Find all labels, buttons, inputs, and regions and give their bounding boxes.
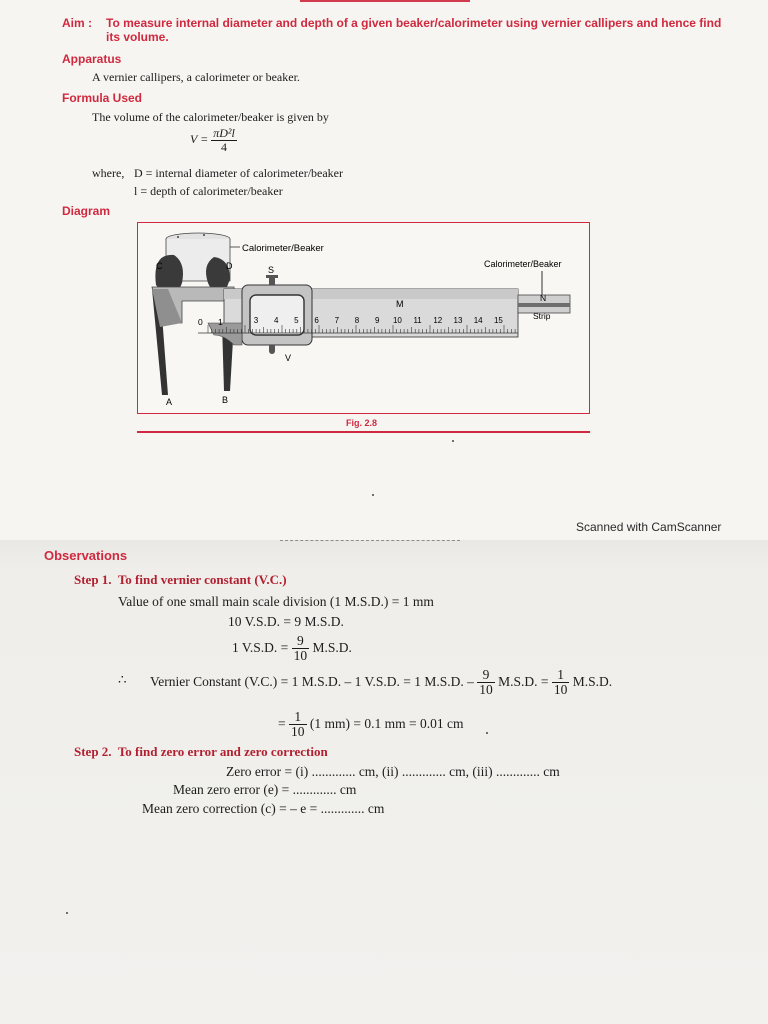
step2-heading	[74, 744, 328, 760]
one-vsd-suffix: M.S.D.	[312, 639, 352, 655]
step1-title: To find vernier constant (V.C.)	[117, 572, 287, 587]
speck	[452, 440, 454, 442]
scanned-page-lower	[0, 540, 768, 1024]
figure-caption: Fig. 2.8	[346, 418, 378, 428]
vc-prefix: Vernier Constant (V.C.) = 1 M.S.D. – 1 V.S.D. = 1 M.S.D. –	[150, 673, 474, 689]
vc2-suffix: (1 mm) = 0.1 mm = 0.01 cm	[309, 715, 464, 731]
vc2-numerator: 1	[289, 710, 307, 725]
scale-number: 3	[253, 316, 259, 325]
vc2-prefix: =	[278, 715, 286, 731]
label-vernier-one: 1	[218, 317, 223, 327]
one-vsd-numerator: 9	[292, 634, 310, 649]
formula-heading: Formula Used	[62, 91, 143, 105]
vernier-constant-result	[278, 710, 463, 739]
scale-number: 14	[473, 316, 483, 325]
diagram-heading: Diagram	[62, 204, 111, 218]
scale-number: 10	[392, 316, 402, 325]
label-calorimeter-top: Calorimeter/Beaker	[242, 243, 324, 254]
label-b: B	[222, 395, 229, 405]
top-red-rule	[300, 0, 470, 2]
step1-label: Step 1.	[74, 572, 112, 587]
vernier-constant-line	[150, 668, 612, 697]
one-vsd-prefix: 1 V.S.D. =	[232, 639, 289, 655]
one-vsd-denominator: 10	[293, 648, 308, 664]
definition-l: l = depth of calorimeter/beaker	[134, 184, 283, 198]
vc-suffix: M.S.D.	[572, 673, 613, 689]
one-vsd-line	[232, 634, 352, 663]
label-vernier-zero: 0	[198, 317, 203, 327]
label-d: D	[226, 261, 233, 271]
one-vsd-fraction	[292, 634, 310, 663]
scale-number: 15	[493, 316, 503, 325]
label-strip: Strip	[533, 311, 551, 321]
mean-zero-correction-line: Mean zero correction (c) = – e = ............. cm	[142, 801, 385, 816]
formula-intro: The volume of the calorimeter/beaker is given by	[92, 110, 329, 124]
vernier-callipers-diagram	[138, 223, 588, 412]
volume-formula	[190, 127, 237, 153]
label-a: A	[166, 397, 173, 407]
aim-text: To measure internal diameter and depth of a given beaker/calorimeter using vernier callipers and hence find its volume.	[106, 16, 722, 44]
label-v: V	[285, 353, 292, 363]
vc-denominator-2: 10	[553, 682, 568, 698]
label-s: S	[268, 265, 275, 275]
vc-fraction-2	[552, 668, 570, 697]
vc-denominator-1: 10	[479, 682, 493, 698]
label-m: M	[396, 299, 404, 309]
scale-number: 5	[294, 316, 299, 325]
vc2-fraction	[289, 710, 307, 739]
therefore-symbol: ∴	[118, 672, 127, 687]
label-c: C	[156, 261, 163, 271]
screw-s	[269, 277, 275, 285]
scale-number: 8	[354, 316, 360, 325]
definition-d: D = internal diameter of calorimeter/beaker	[134, 166, 343, 180]
scale-number: 11	[413, 316, 422, 325]
vc-numerator-2: 1	[552, 668, 570, 683]
apparatus-heading: Apparatus	[62, 52, 122, 66]
where-label: where,	[92, 166, 125, 180]
figure-red-rule	[137, 431, 590, 433]
vc-fraction-1	[477, 668, 495, 697]
label-calorimeter-right: Calorimeter/Beaker	[484, 259, 562, 269]
vc-numerator-1: 9	[477, 668, 495, 683]
diagram-frame	[137, 222, 590, 414]
scale-number: 6	[314, 316, 319, 325]
scale-number: 9	[374, 316, 380, 325]
observations-heading: Observations	[44, 548, 128, 563]
aim-label: Aim :	[62, 16, 92, 30]
formula-denominator: 4	[221, 139, 228, 154]
step1-heading	[74, 572, 287, 588]
speck	[372, 494, 374, 496]
formula-fraction	[211, 127, 237, 153]
speck	[66, 912, 68, 914]
scanner-watermark: Scanned with CamScanner	[576, 520, 722, 534]
scale-number: 13	[453, 316, 463, 325]
scale-number: 12	[433, 316, 443, 325]
formula-numerator: πD²l	[213, 126, 235, 140]
step2-label: Step 2.	[74, 744, 112, 759]
msd-value-line: Value of one small main scale division (1 M.S.D.) = 1 mm	[118, 594, 434, 609]
scale-number: 7	[334, 316, 340, 325]
zero-error-line: Zero error = (i) ............. cm, (ii) ............. cm, (iii) ............. cm	[226, 764, 560, 779]
mean-zero-error-line: Mean zero error (e) = ............. cm	[173, 782, 357, 797]
page-seam	[280, 540, 460, 542]
vc-mid: M.S.D. =	[498, 673, 549, 689]
label-n: N	[540, 293, 547, 303]
scale-number: 4	[273, 316, 279, 325]
formula-lhs: V =	[190, 131, 209, 146]
speck	[486, 732, 488, 734]
step2-title: To find zero error and zero correction	[117, 744, 328, 759]
vsd-msd-relation: 10 V.S.D. = 9 M.S.D.	[228, 614, 344, 629]
apparatus-text: A vernier callipers, a calorimeter or beaker.	[92, 70, 300, 84]
vc2-denominator: 10	[291, 724, 305, 740]
